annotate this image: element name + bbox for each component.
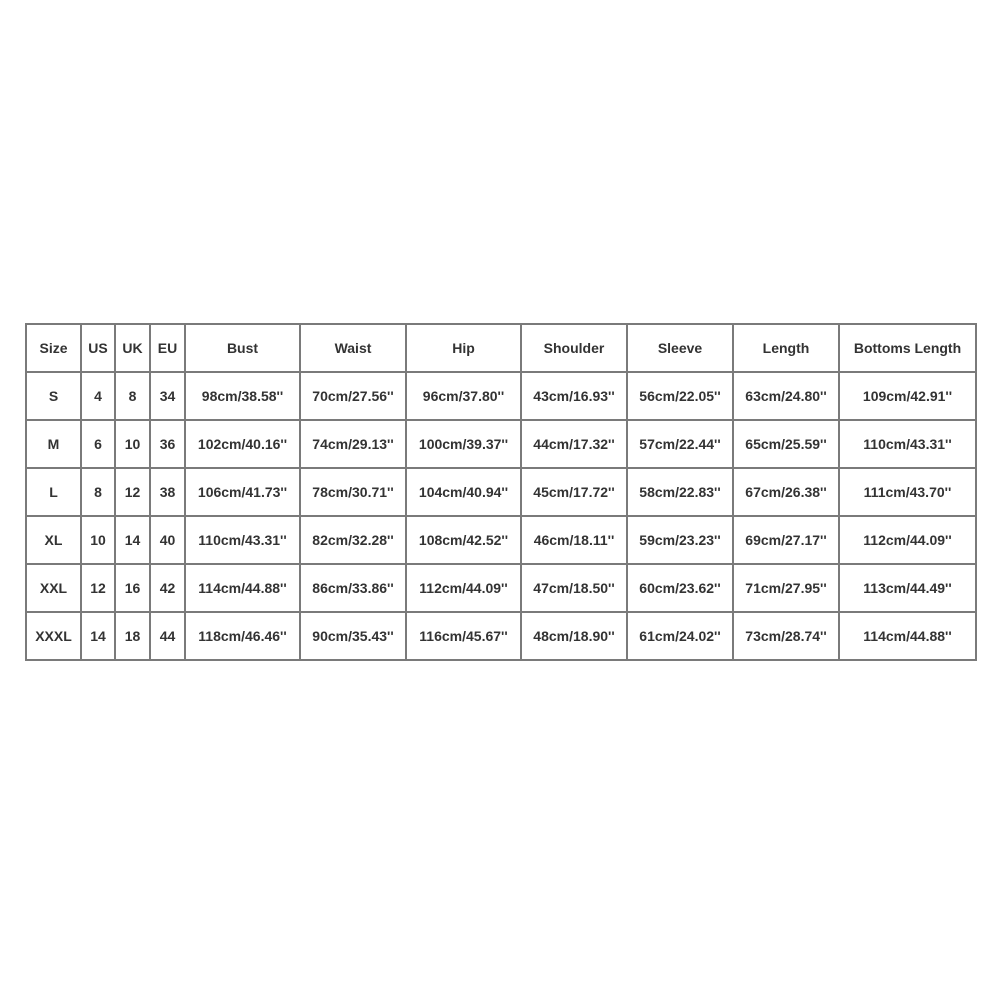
table-cell: 98cm/38.58'': [185, 372, 300, 420]
table-cell: 96cm/37.80'': [406, 372, 521, 420]
table-cell: 42: [150, 564, 185, 612]
table-row: [26, 372, 976, 420]
header-sleeve: Sleeve: [627, 324, 733, 372]
table-cell: 86cm/33.86'': [300, 564, 406, 612]
table-cell: 71cm/27.95'': [733, 564, 839, 612]
table-cell: XXL: [26, 564, 81, 612]
table-cell: 4: [81, 372, 115, 420]
table-cell: 114cm/44.88'': [839, 612, 976, 660]
header-eu: EU: [150, 324, 185, 372]
table-cell: 46cm/18.11'': [521, 516, 627, 564]
table-cell: 18: [115, 612, 150, 660]
table-cell: 12: [115, 468, 150, 516]
header-us: US: [81, 324, 115, 372]
table-cell: 43cm/16.93'': [521, 372, 627, 420]
table-cell: 70cm/27.56'': [300, 372, 406, 420]
table-cell: 104cm/40.94'': [406, 468, 521, 516]
table-cell: 36: [150, 420, 185, 468]
table-cell: 102cm/40.16'': [185, 420, 300, 468]
table-row: [26, 420, 976, 468]
table-cell: 6: [81, 420, 115, 468]
table-cell: 63cm/24.80'': [733, 372, 839, 420]
table-cell: 112cm/44.09'': [406, 564, 521, 612]
table-cell: 109cm/42.91'': [839, 372, 976, 420]
table-cell: 82cm/32.28'': [300, 516, 406, 564]
table-cell: 38: [150, 468, 185, 516]
size-chart-body: [26, 372, 976, 660]
header-size: Size: [26, 324, 81, 372]
table-cell: 113cm/44.49'': [839, 564, 976, 612]
table-cell: 16: [115, 564, 150, 612]
table-cell: 112cm/44.09'': [839, 516, 976, 564]
table-row: [26, 516, 976, 564]
table-cell: 78cm/30.71'': [300, 468, 406, 516]
table-cell: 10: [81, 516, 115, 564]
table-cell: 67cm/26.38'': [733, 468, 839, 516]
table-cell: 58cm/22.83'': [627, 468, 733, 516]
table-cell: 44cm/17.32'': [521, 420, 627, 468]
size-chart-table: [25, 323, 977, 661]
table-cell: S: [26, 372, 81, 420]
table-cell: 65cm/25.59'': [733, 420, 839, 468]
header-length: Length: [733, 324, 839, 372]
table-cell: 45cm/17.72'': [521, 468, 627, 516]
table-cell: 56cm/22.05'': [627, 372, 733, 420]
table-cell: 12: [81, 564, 115, 612]
table-cell: L: [26, 468, 81, 516]
table-cell: 60cm/23.62'': [627, 564, 733, 612]
header-bottoms-length: Bottoms Length: [839, 324, 976, 372]
table-cell: 106cm/41.73'': [185, 468, 300, 516]
table-cell: 73cm/28.74'': [733, 612, 839, 660]
header-hip: Hip: [406, 324, 521, 372]
header-bust: Bust: [185, 324, 300, 372]
table-cell: 34: [150, 372, 185, 420]
table-cell: 57cm/22.44'': [627, 420, 733, 468]
table-cell: 61cm/24.02'': [627, 612, 733, 660]
table-row: [26, 564, 976, 612]
header-row: [26, 324, 976, 372]
table-cell: 100cm/39.37'': [406, 420, 521, 468]
table-cell: 59cm/23.23'': [627, 516, 733, 564]
header-uk: UK: [115, 324, 150, 372]
table-row: [26, 612, 976, 660]
table-cell: 8: [81, 468, 115, 516]
header-shoulder: Shoulder: [521, 324, 627, 372]
table-cell: 44: [150, 612, 185, 660]
table-row: [26, 468, 976, 516]
table-cell: 74cm/29.13'': [300, 420, 406, 468]
table-cell: 90cm/35.43'': [300, 612, 406, 660]
table-cell: 110cm/43.31'': [185, 516, 300, 564]
table-cell: 10: [115, 420, 150, 468]
header-waist: Waist: [300, 324, 406, 372]
table-cell: M: [26, 420, 81, 468]
table-cell: XXXL: [26, 612, 81, 660]
table-cell: 114cm/44.88'': [185, 564, 300, 612]
table-cell: 40: [150, 516, 185, 564]
table-cell: 69cm/27.17'': [733, 516, 839, 564]
table-cell: XL: [26, 516, 81, 564]
table-cell: 48cm/18.90'': [521, 612, 627, 660]
table-cell: 118cm/46.46'': [185, 612, 300, 660]
table-cell: 108cm/42.52'': [406, 516, 521, 564]
table-cell: 110cm/43.31'': [839, 420, 976, 468]
table-cell: 14: [115, 516, 150, 564]
table-cell: 14: [81, 612, 115, 660]
size-chart-header: [26, 324, 976, 372]
table-cell: 111cm/43.70'': [839, 468, 976, 516]
table-cell: 116cm/45.67'': [406, 612, 521, 660]
table-cell: 47cm/18.50'': [521, 564, 627, 612]
table-cell: 8: [115, 372, 150, 420]
